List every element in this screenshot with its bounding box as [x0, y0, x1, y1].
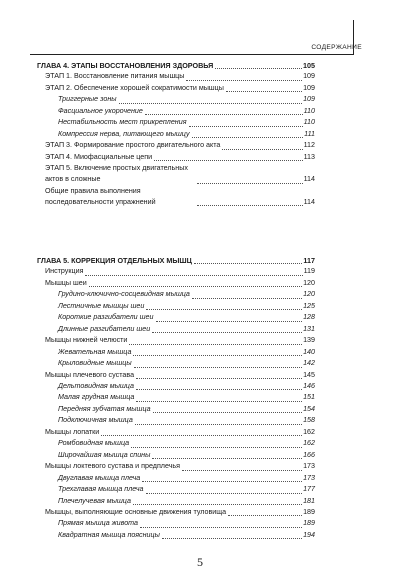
entry-page: 140 — [303, 347, 315, 356]
entry-page: 181 — [303, 496, 315, 505]
leader-dots — [89, 279, 302, 287]
chapter-5-entries — [37, 266, 315, 541]
toc-entry[interactable] — [37, 461, 315, 472]
chapter-page: 117 — [303, 256, 315, 265]
toc-chapter-5 — [37, 255, 315, 541]
leader-dots — [131, 440, 302, 448]
leader-dots — [186, 73, 302, 81]
entry-page: 166 — [303, 450, 315, 459]
entry-title: Ромбовидная мышца — [58, 439, 130, 448]
entry-page: 151 — [303, 393, 315, 402]
entry-title: Широчайшая мышца спины — [58, 450, 151, 459]
entry-page: 112 — [303, 141, 315, 150]
toc-entry[interactable] — [37, 370, 315, 381]
entry-title: ЭТАП 3. Формирование простого двигательного акта — [45, 141, 221, 150]
entry-page: 173 — [303, 462, 315, 471]
leader-dots — [154, 153, 302, 161]
toc-entry[interactable] — [37, 358, 315, 369]
toc-entry[interactable] — [37, 312, 315, 323]
entry-title: Мышцы, выполняющие основные движения туловища — [45, 507, 227, 516]
chapter-4-heading[interactable] — [37, 60, 315, 71]
toc-entry[interactable] — [37, 496, 315, 507]
entry-title: Общие правила выполнения последовательности упражнений — [45, 186, 156, 206]
entry-page: 109 — [303, 83, 315, 92]
header-corner-rule — [353, 20, 354, 54]
entry-page: 111 — [304, 129, 315, 138]
entry-title: Короткие разгибатели шеи — [58, 313, 154, 322]
leader-dots — [140, 520, 302, 528]
entry-page: 110 — [303, 118, 315, 127]
entry-title: Инструкция — [45, 267, 84, 276]
leader-dots — [182, 463, 302, 471]
entry-page: 194 — [303, 530, 315, 539]
entry-title: Малая грудная мышца — [58, 393, 135, 402]
entry-page: 128 — [303, 313, 315, 322]
toc-entry[interactable] — [37, 140, 315, 151]
chapter-5-heading[interactable] — [37, 255, 315, 266]
page-number: 5 — [197, 555, 203, 569]
leader-dots — [194, 256, 302, 264]
toc-entry[interactable] — [37, 335, 315, 346]
entry-page: 189 — [303, 519, 315, 528]
toc-entry[interactable] — [37, 518, 315, 529]
leader-dots — [222, 142, 302, 150]
toc-entry[interactable] — [37, 289, 315, 300]
chapter-4-entries — [37, 71, 315, 208]
leader-dots — [136, 394, 302, 402]
chapter-page: 105 — [303, 61, 315, 70]
toc-entry[interactable] — [37, 484, 315, 495]
entry-title: Трехглавая мышца плеча — [58, 485, 144, 494]
chapter-title: ГЛАВА 4. ЭТАПЫ ВОССТАНОВЛЕНИЯ ЗДОРОВЬЯ — [37, 61, 214, 70]
entry-title: Лестничные мышцы шеи — [58, 301, 145, 310]
leader-dots — [129, 337, 302, 345]
entry-page: 162 — [303, 427, 315, 436]
toc-entry[interactable] — [37, 186, 315, 209]
toc-entry[interactable] — [37, 117, 315, 128]
entry-title: Длинные разгибатели шеи — [58, 324, 151, 333]
toc-entry[interactable] — [37, 427, 315, 438]
toc-entry[interactable] — [37, 94, 315, 105]
toc-entry[interactable] — [37, 530, 315, 541]
leader-dots — [156, 314, 303, 322]
leader-dots — [145, 107, 303, 115]
leader-dots — [85, 268, 302, 276]
header-rule — [30, 54, 354, 55]
entry-title: ЭТАП 5. Включение простых двигательных актов в сложные — [45, 164, 188, 184]
leader-dots — [197, 176, 303, 184]
toc-entry[interactable] — [37, 404, 315, 415]
entry-page: 109 — [303, 72, 315, 81]
entry-title: ЭТАП 4. Миофасциальные цепи — [45, 152, 153, 161]
leader-dots — [153, 405, 302, 413]
entry-page: 142 — [303, 359, 315, 368]
toc-entry[interactable] — [37, 163, 315, 186]
leader-dots — [134, 360, 302, 368]
toc-entry[interactable] — [37, 324, 315, 335]
entry-title: Дельтовидная мышца — [58, 381, 134, 390]
entry-page: 125 — [303, 301, 315, 310]
toc-entry[interactable] — [37, 473, 315, 484]
entry-title: Прямая мышца живота — [58, 519, 139, 528]
leader-dots — [197, 198, 303, 206]
toc-entry[interactable] — [37, 438, 315, 449]
entry-title: Подключичная мышца — [58, 416, 133, 425]
leader-dots — [228, 508, 302, 516]
entry-page: 146 — [303, 381, 315, 390]
leader-dots — [226, 84, 302, 92]
entry-page: 145 — [303, 370, 315, 379]
toc-entry[interactable] — [37, 301, 315, 312]
entry-page: 120 — [303, 290, 315, 299]
entry-title: Мышцы плечевого сустава — [45, 370, 135, 379]
entry-title: ЭТАП 2. Обеспечение хорошей сократимости мышцы — [45, 83, 224, 92]
leader-dots — [136, 382, 302, 390]
leader-dots — [192, 130, 304, 138]
entry-page: 177 — [303, 485, 315, 494]
entry-page: 109 — [303, 95, 315, 104]
entry-title: Передняя зубчатая мышца — [58, 404, 151, 413]
leader-dots — [189, 119, 303, 127]
chapter-title: ГЛАВА 5. КОРРЕКЦИЯ ОТДЕЛЬНЫХ МЫШЦ — [37, 256, 192, 265]
toc-entry[interactable] — [37, 381, 315, 392]
entry-title: Двуглавая мышца плеча — [58, 473, 141, 482]
entry-page: 139 — [303, 336, 315, 345]
entry-page: 114 — [303, 175, 315, 184]
entry-title: Мышцы шеи — [45, 278, 87, 287]
toc-entry[interactable] — [37, 415, 315, 426]
entry-page: 162 — [303, 439, 315, 448]
leader-dots — [136, 371, 302, 379]
leader-dots — [146, 486, 303, 494]
entry-title: Компрессия нерва, питающего мышцу — [58, 129, 190, 138]
leader-dots — [162, 531, 302, 539]
entry-page: 158 — [303, 416, 315, 425]
toc-entry[interactable] — [37, 278, 315, 289]
entry-title: Фасциальное укорочение — [58, 106, 143, 115]
toc-entry[interactable] — [37, 83, 315, 94]
entry-title: Триггерные зоны — [58, 95, 117, 104]
toc-entry[interactable] — [37, 507, 315, 518]
entry-page: 173 — [303, 473, 315, 482]
toc-entry[interactable] — [37, 106, 315, 117]
toc-chapter-4 — [37, 60, 315, 208]
toc-entry[interactable] — [37, 392, 315, 403]
entry-title: Мышцы локтевого сустава и предплечья — [45, 462, 181, 471]
entry-page: 154 — [303, 404, 315, 413]
entry-page: 113 — [303, 152, 315, 161]
leader-dots — [152, 451, 302, 459]
leader-dots — [133, 497, 302, 505]
entry-page: 189 — [303, 507, 315, 516]
leader-dots — [215, 61, 302, 69]
entry-page: 131 — [303, 324, 315, 333]
toc-entry[interactable] — [37, 129, 315, 140]
toc-entry[interactable] — [37, 266, 315, 277]
leader-dots — [146, 302, 302, 310]
entry-title: Крыловидные мышцы — [58, 359, 132, 368]
entry-page: 114 — [303, 197, 315, 206]
entry-page: 119 — [303, 267, 315, 276]
leader-dots — [135, 417, 302, 425]
toc-entry[interactable] — [37, 347, 315, 358]
entry-title: Мышцы лопатки — [45, 427, 100, 436]
entry-title: ЭТАП 1. Восстановление питания мышцы — [45, 72, 185, 81]
toc-entry[interactable] — [37, 152, 315, 163]
leader-dots — [152, 325, 302, 333]
leader-dots — [142, 474, 302, 482]
entry-title: Квадратная мышца поясницы — [58, 530, 160, 539]
leader-dots — [133, 348, 302, 356]
entry-title: Мышцы нижней челюсти — [45, 336, 128, 345]
entry-title: Плечелучевая мышца — [58, 496, 131, 505]
toc-entry[interactable] — [37, 71, 315, 82]
leader-dots — [192, 291, 302, 299]
entry-title: Грудино-ключично-сосцевидная мышца — [58, 290, 190, 299]
entry-page: 110 — [303, 106, 315, 115]
leader-dots — [119, 96, 303, 104]
entry-title: Нестабильность мест прикрепления — [58, 118, 187, 127]
entry-title: Жевательная мышца — [58, 347, 132, 356]
toc-entry[interactable] — [37, 450, 315, 461]
entry-page: 120 — [303, 278, 315, 287]
running-header: СОДЕРЖАНИЕ — [311, 44, 362, 51]
leader-dots — [101, 428, 302, 436]
